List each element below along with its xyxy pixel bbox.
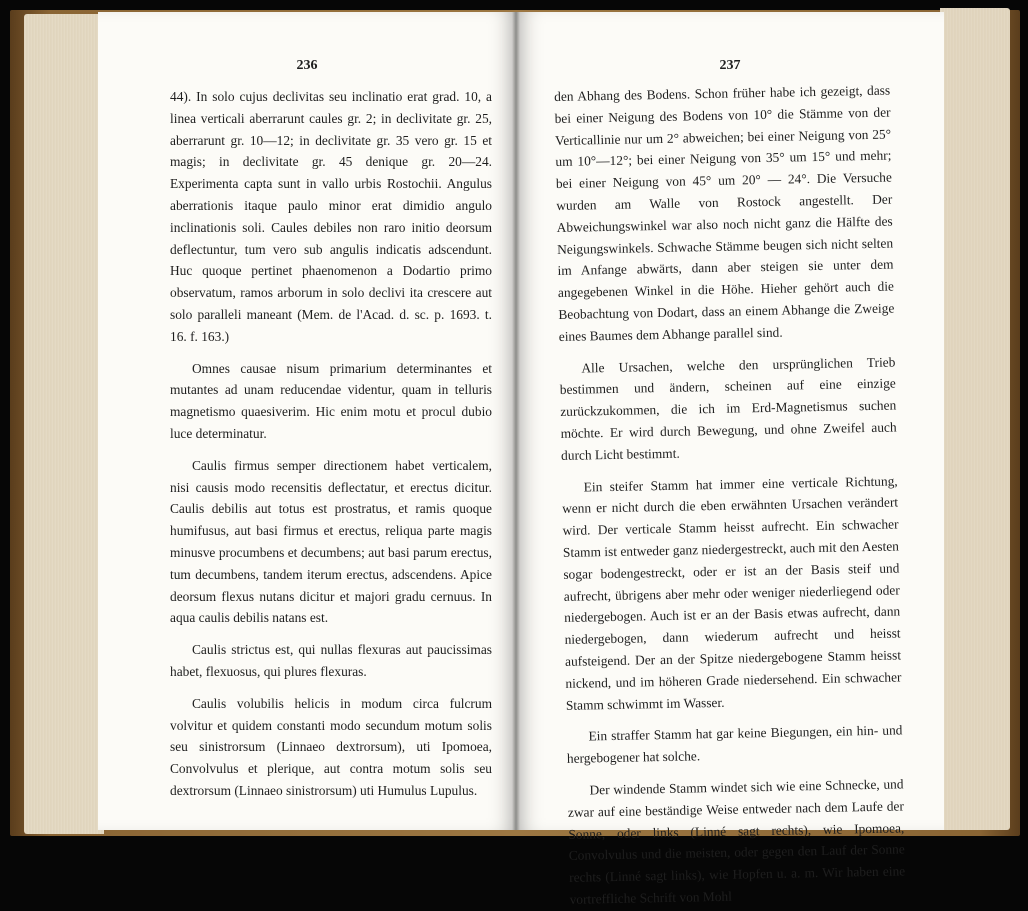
right-page-edges xyxy=(940,8,1010,830)
right-page xyxy=(516,12,944,907)
left-paragraph-5: Caulis volubilis helicis in modum circa fulcrum volvitur et quidem constanti modo secundum motum solis seu sinistrorsum (Linnaeo dextrorsum), uti Ipomoea, Convolvulus et plerique, aut contra motum solis seu dextrorsum (Linnaeo sinistrorsum) uti Humulus Lupulus. xyxy=(170,695,492,798)
left-paragraph-1: 44). In solo cujus declivitas seu inclinatio erat grad. 10, a linea verticali aberrarunt caules gr. 2; in declivitate gr. 25, aberrarunt gr. 10—12; in declivitate gr. 35 vero gr. 15 et magis; in declivitate gr. 45 denique gr. 20—24. Experimenta capta sunt in vallo urbis Rostochii. Angulus aberrationis itaque paulo minor erat dimidio angulo inclinationis soli. Caules debiles non raro initio deorsum deflectuntur, tum vero sub angulis indicatis adscendunt. Huc quoque pertinet phaenomenon a Dodartio primo observatum, ramos arborum in solo declivi ita crescere aut solo paralleli maneant (Mem. de l'Acad. d. sc. p. 1693. t. 16. f. 163.) xyxy=(170,89,492,344)
left-paragraph-4: Caulis strictus est, qui nullas flexuras aut paucissimas habet, flexuosus, qui plures flexuras. xyxy=(170,642,492,679)
right-page-body xyxy=(554,80,906,911)
left-page-edges xyxy=(24,14,104,834)
right-page-number: 237 xyxy=(719,58,741,73)
right-paragraph-5: Der windende Stamm windet sich wie eine Schnecke, und zwar auf eine beständige Weise entweder nach dem Laufe der Sonne, oder links (Linné sagt rechts), wie Ipomoea, Convolvulus und die meisten, oder gegen den Lauf der Sonne rechts (Linné sagt links), wie Hopfen u. a. m. Wir haben eine vortreffliche Schrift von Mohl xyxy=(567,776,906,907)
right-paragraph-1: den Abhang des Bodens. Schon früher habe ich gezeigt, dass bei einer Neigung des Bodens von 10° die Stämme von der Verticallinie nur um 2° abweichen; bei einer Neigung von 25° um 10°—12°; bei einer Neigung von 35° um 15° und mehr; bei einer Neigung von 45° um 20° — 24°. Die Versuche wurden am Walle von Rostock angestellt. Der Abweichungswinkel war also noch nicht ganz die Hälfte des Neigungswinkels. Schwache Stämme beugen sich nicht selten im Anfange abwärts, dann aber steigen sie unter dem angegebenen Winkel in die Höhe. Hieher gehört auch die Beobachtung von Dodart, dass an einem Abhange die Zweige eines Baumes dem Abhange parallel sind. xyxy=(554,82,895,344)
right-paragraph-2: Alle Ursachen, welche den ursprünglichen Trieb bestimmen und ändern, scheinen auf eine einzige zurückzukommen, die ich im Erd-Magnetismus suchen möchte. Er wird durch Bewegung, und ohne Zweifel auch durch Licht bestimmt. xyxy=(559,354,897,463)
right-paragraph-3: Ein steifer Stamm hat immer eine verticale Richtung, wenn er nicht durch die eben erwähnten Ursachen verändert wird. Der verticale Stamm heisst aufrecht. Ein schwacher Stamm ist entweder ganz niedergestreckt, auch mit den Aesten sogar bodengestreckt, oder er ist an der Basis steif und aufrecht, übrigens aber mehr oder weniger niederliegend oder niedergebogen. Auch ist er an der Basis etwas aufrecht, dann niedergebogen, dann wiederum aufrecht und heisst aufsteigend. Der an der Spitze niedergebogene Stamm heisst nickend, und im höheren Grade niedersehend. Ein schwacher Stamm schwimmt im Wasser. xyxy=(561,473,902,713)
left-paragraph-3: Caulis firmus semper directionem habet verticalem, nisi causis modo recensitis deflectatur, et erectus dicitur. Caulis debilis aut totus est prostratus, et ramis quoque humifusus, aut basi firmus et erectus, reliqua parte magis minusve procumbens et decumbens; aut basi parum erectus, tum decumbens, tandem iterum erectus, adscendens. Apice deorsum flexus nutans dicitur et majori gradu cernuus. In aqua caulis debilis natans est. xyxy=(170,457,492,626)
left-paragraph-2: Omnes causae nisum primarium determinantes et mutantes ad unam reducendae videntur, quam in telluris magnetismo quaesiverim. Hic enim motu et procul dubio luce determinatur. xyxy=(170,360,492,441)
left-page xyxy=(98,12,516,830)
left-page-number: 236 xyxy=(296,58,318,73)
left-page-body xyxy=(170,86,492,802)
book-gutter xyxy=(512,12,520,830)
right-paragraph-4: Ein straffer Stamm hat gar keine Biegungen, ein hin- und hergebogener hat solche. xyxy=(566,722,903,766)
